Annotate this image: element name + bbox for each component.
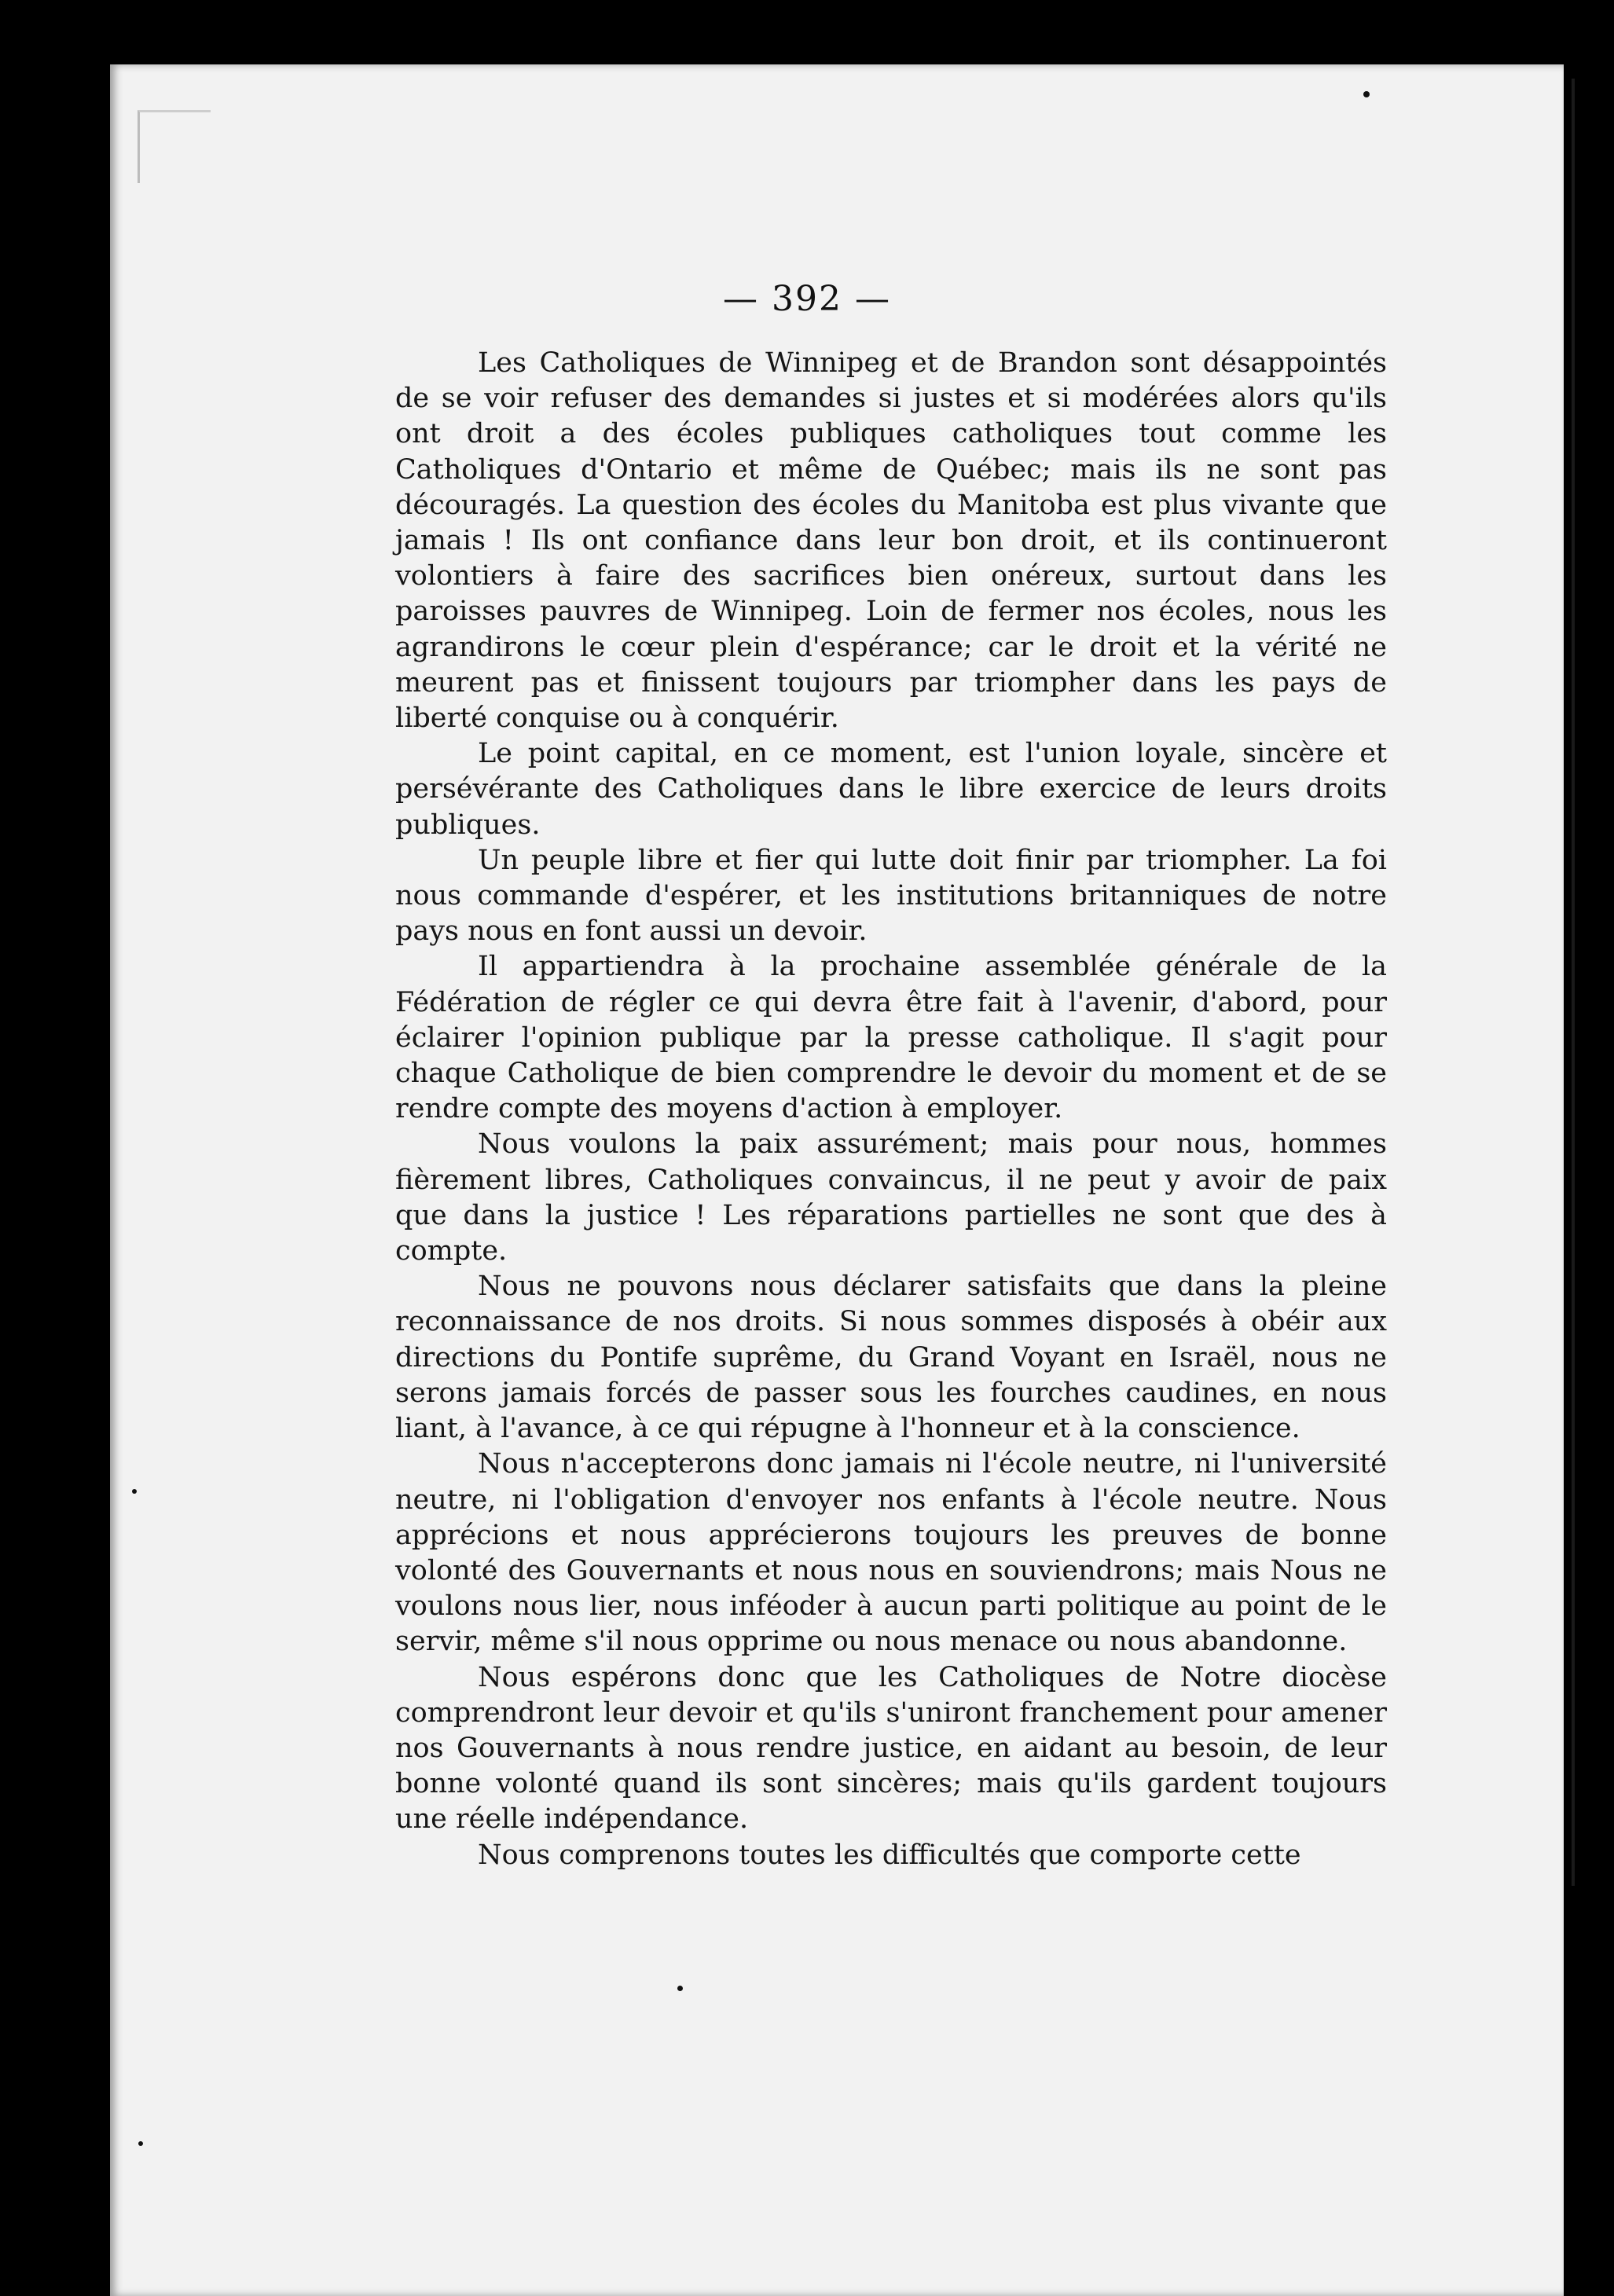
paragraph: Nous voulons la paix assurément; mais pour nous, hommes fièrement libres, Catholiques convaincus, il ne peut y avoir de paix que dans la justice ! Les réparations partielles ne sont que des à compte. bbox=[395, 1128, 1387, 1267]
paragraph: Les Catholiques de Winnipeg et de Brandon sont désappointés de se voir refuser des demandes si justes et si modérées alors qu'ils ont droit a des écoles publiques catholiques tout comme les Catholiques d'Ontario et même de Québec; mais ils ne sont pas découragés. La question des écoles du Manitoba est plus vivante que jamais ! Ils ont confiance dans leur bon droit, et ils continueront volontiers à faire des sacrifices bien onéreux, surtout dans les paroisses pauvres de Winnipeg. Loin de fermer nos écoles, nous les agrandirons le cœur plein d'espérance; car le droit et la vérité ne meurent pas et finissent toujours par triompher dans les pays de liberté conquise ou à conquérir. bbox=[395, 347, 1387, 735]
paragraph: Un peuple libre et fier qui lutte doit finir par triompher. La foi nous commande d'espérer, et les institutions britanniques de notre pays nous en font aussi un devoir. bbox=[395, 844, 1387, 948]
page-number: — 392 — bbox=[723, 279, 891, 319]
page-edge-line bbox=[1572, 79, 1583, 1886]
paper-crease-mark bbox=[138, 110, 211, 183]
paragraph: Il appartiendra à la prochaine assemblée générale de la Fédération de régler ce qui devra être fait à l'avenir, d'abord, pour éclairer l'opinion publique par la presse catholique. Il s'agit pour chaque Catholique de bien comprendre le devoir du moment et de se rendre compte des moyens d'action à employer. bbox=[395, 951, 1387, 1125]
body-text bbox=[395, 346, 1387, 1873]
paragraph: Nous espérons donc que les Catholiques de Notre diocèse comprendront leur devoir et qu'ils s'uniront franchement pour amener nos Gouvernants à nous rendre justice, en aidant au besoin, de leur bonne volonté quand ils sont sincères; mais qu'ils gardent toujours une réelle indépendance. bbox=[395, 1661, 1387, 1836]
dust-speck bbox=[677, 1986, 683, 1991]
paragraph: Le point capital, en ce moment, est l'union loyale, sincère et persévérante des Catholiques dans le libre exercice de leurs droits publiques. bbox=[395, 738, 1387, 841]
dust-speck bbox=[138, 2141, 143, 2146]
paragraph: Nous ne pouvons nous déclarer satisfaits que dans la pleine reconnaissance de nos droits. Si nous sommes disposés à obéir aux directions du Pontife suprême, du Grand Voyant en Israël, nous ne serons jamais forcés de passer sous les fourches caudines, en nous liant, à l'avance, à ce qui répugne à l'honneur et à la conscience. bbox=[395, 1271, 1387, 1445]
paragraph: Nous comprenons toutes les difficultés que comporte cette bbox=[478, 1839, 1301, 1871]
dust-speck bbox=[132, 1489, 137, 1494]
paragraph: Nous n'accepterons donc jamais ni l'école neutre, ni l'université neutre, ni l'obligation d'envoyer nos enfants à l'école neutre. Nous apprécions et nous apprécierons toujours les preuves de bonne volonté des Gouvernants et nous nous en souviendrons; mais Nous ne voulons nous lier, nous inféoder à aucun parti politique au point de le servir, même s'il nous opprime ou nous menace ou nous abandonne. bbox=[395, 1448, 1387, 1658]
dust-speck bbox=[1363, 91, 1370, 97]
